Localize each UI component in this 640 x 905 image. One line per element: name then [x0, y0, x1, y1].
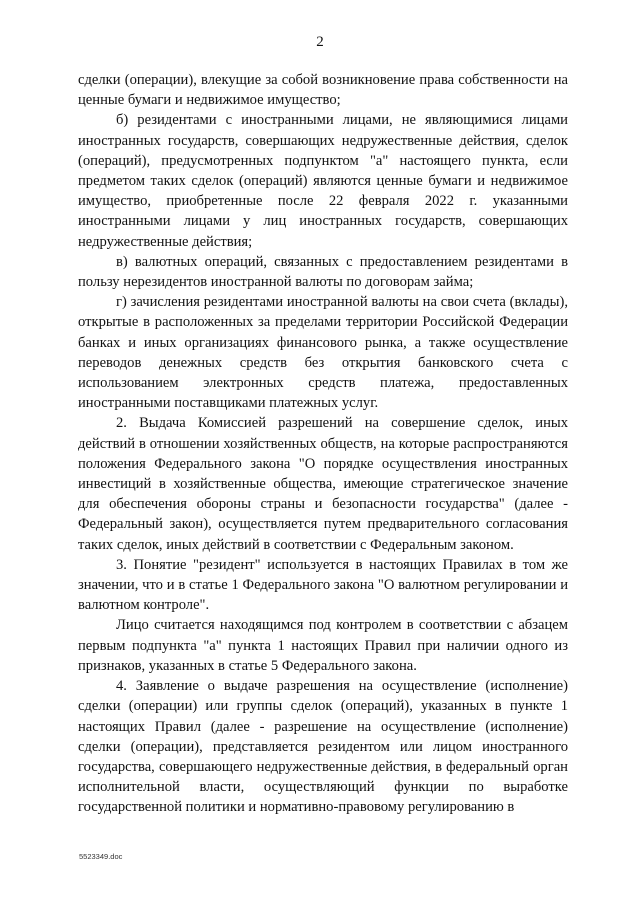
page-number: 2	[316, 34, 324, 50]
paragraph-item-2: 2. Выдача Комиссией разрешений на совершение сделок, иных действий в отношении хозяйственных обществ, на которые распространяются положения Федерального закона "О порядке осуществления иностранных инвестиций в хозяйственные общества, имеющие стратегическое значение для обеспечения обороны страны и безопасности государства" (далее - Федеральный закон), осуществляется путем предварительного согласования таких сделок, иных действий в соответствии с Федеральным законом.	[78, 415, 568, 553]
paragraph-subitem-g: г) зачисления резидентами иностранной валюты на свои счета (вклады), открытые в расположенных за пределами территории Российской Федерации банках и иных организациях финансового рынка, а также осуществление переводов денежных средств без открытия банковского счета с использованием электронных средств платежа, предоставленных иностранными поставщиками платежных услуг.	[78, 294, 568, 412]
document-body	[78, 70, 568, 818]
paragraph-item-3: 3. Понятие "резидент" используется в настоящих Правилах в том же значении, что и в статье 1 Федерального закона "О валютном регулировании и валютном контроле".	[78, 556, 568, 614]
paragraph-subitem-b: б) резидентами с иностранными лицами, не являющимися лицами иностранных государств, совершающих недружественные действия, сделок (операций), предусмотренных подпунктом "а" настоящего пункта, если предметом таких сделок (операций) являются ценные бумаги и недвижимое имущество, приобретенные после 22 февраля 2022 г. указанными иностранными лицами у лиц иностранных государств, совершающих недружественные действия;	[78, 112, 568, 250]
paragraph-item-4: 4. Заявление о выдаче разрешения на осуществление (исполнение) сделки (операции) или группы сделок (операций), указанных в пункте 1 настоящих Правил (далее - разрешение на осуществление (исполнение) сделки (операции), представляется резидентом или лицом иностранного государства, совершающего недружественные действия, в федеральный орган исполнительной власти, осуществляющий функции по выработке государственной политики и нормативно-правовому регулированию в	[78, 678, 568, 816]
paragraph-control-definition: Лицо считается находящимся под контролем в соответствии с абзацем первым подпункта "а" пункта 1 настоящих Правил при наличии одного из признаков, указанных в статье 5 Федерального закона.	[78, 617, 568, 674]
document-file-code: 5523349.doc	[79, 852, 123, 861]
paragraph-continuation: сделки (операции), влекущие за собой возникновение права собственности на ценные бумаги и недвижимое имущество;	[78, 72, 568, 109]
paragraph-subitem-v: в) валютных операций, связанных с предоставлением резидентами в пользу нерезидентов иностранной валюты по договорам займа;	[78, 253, 568, 291]
